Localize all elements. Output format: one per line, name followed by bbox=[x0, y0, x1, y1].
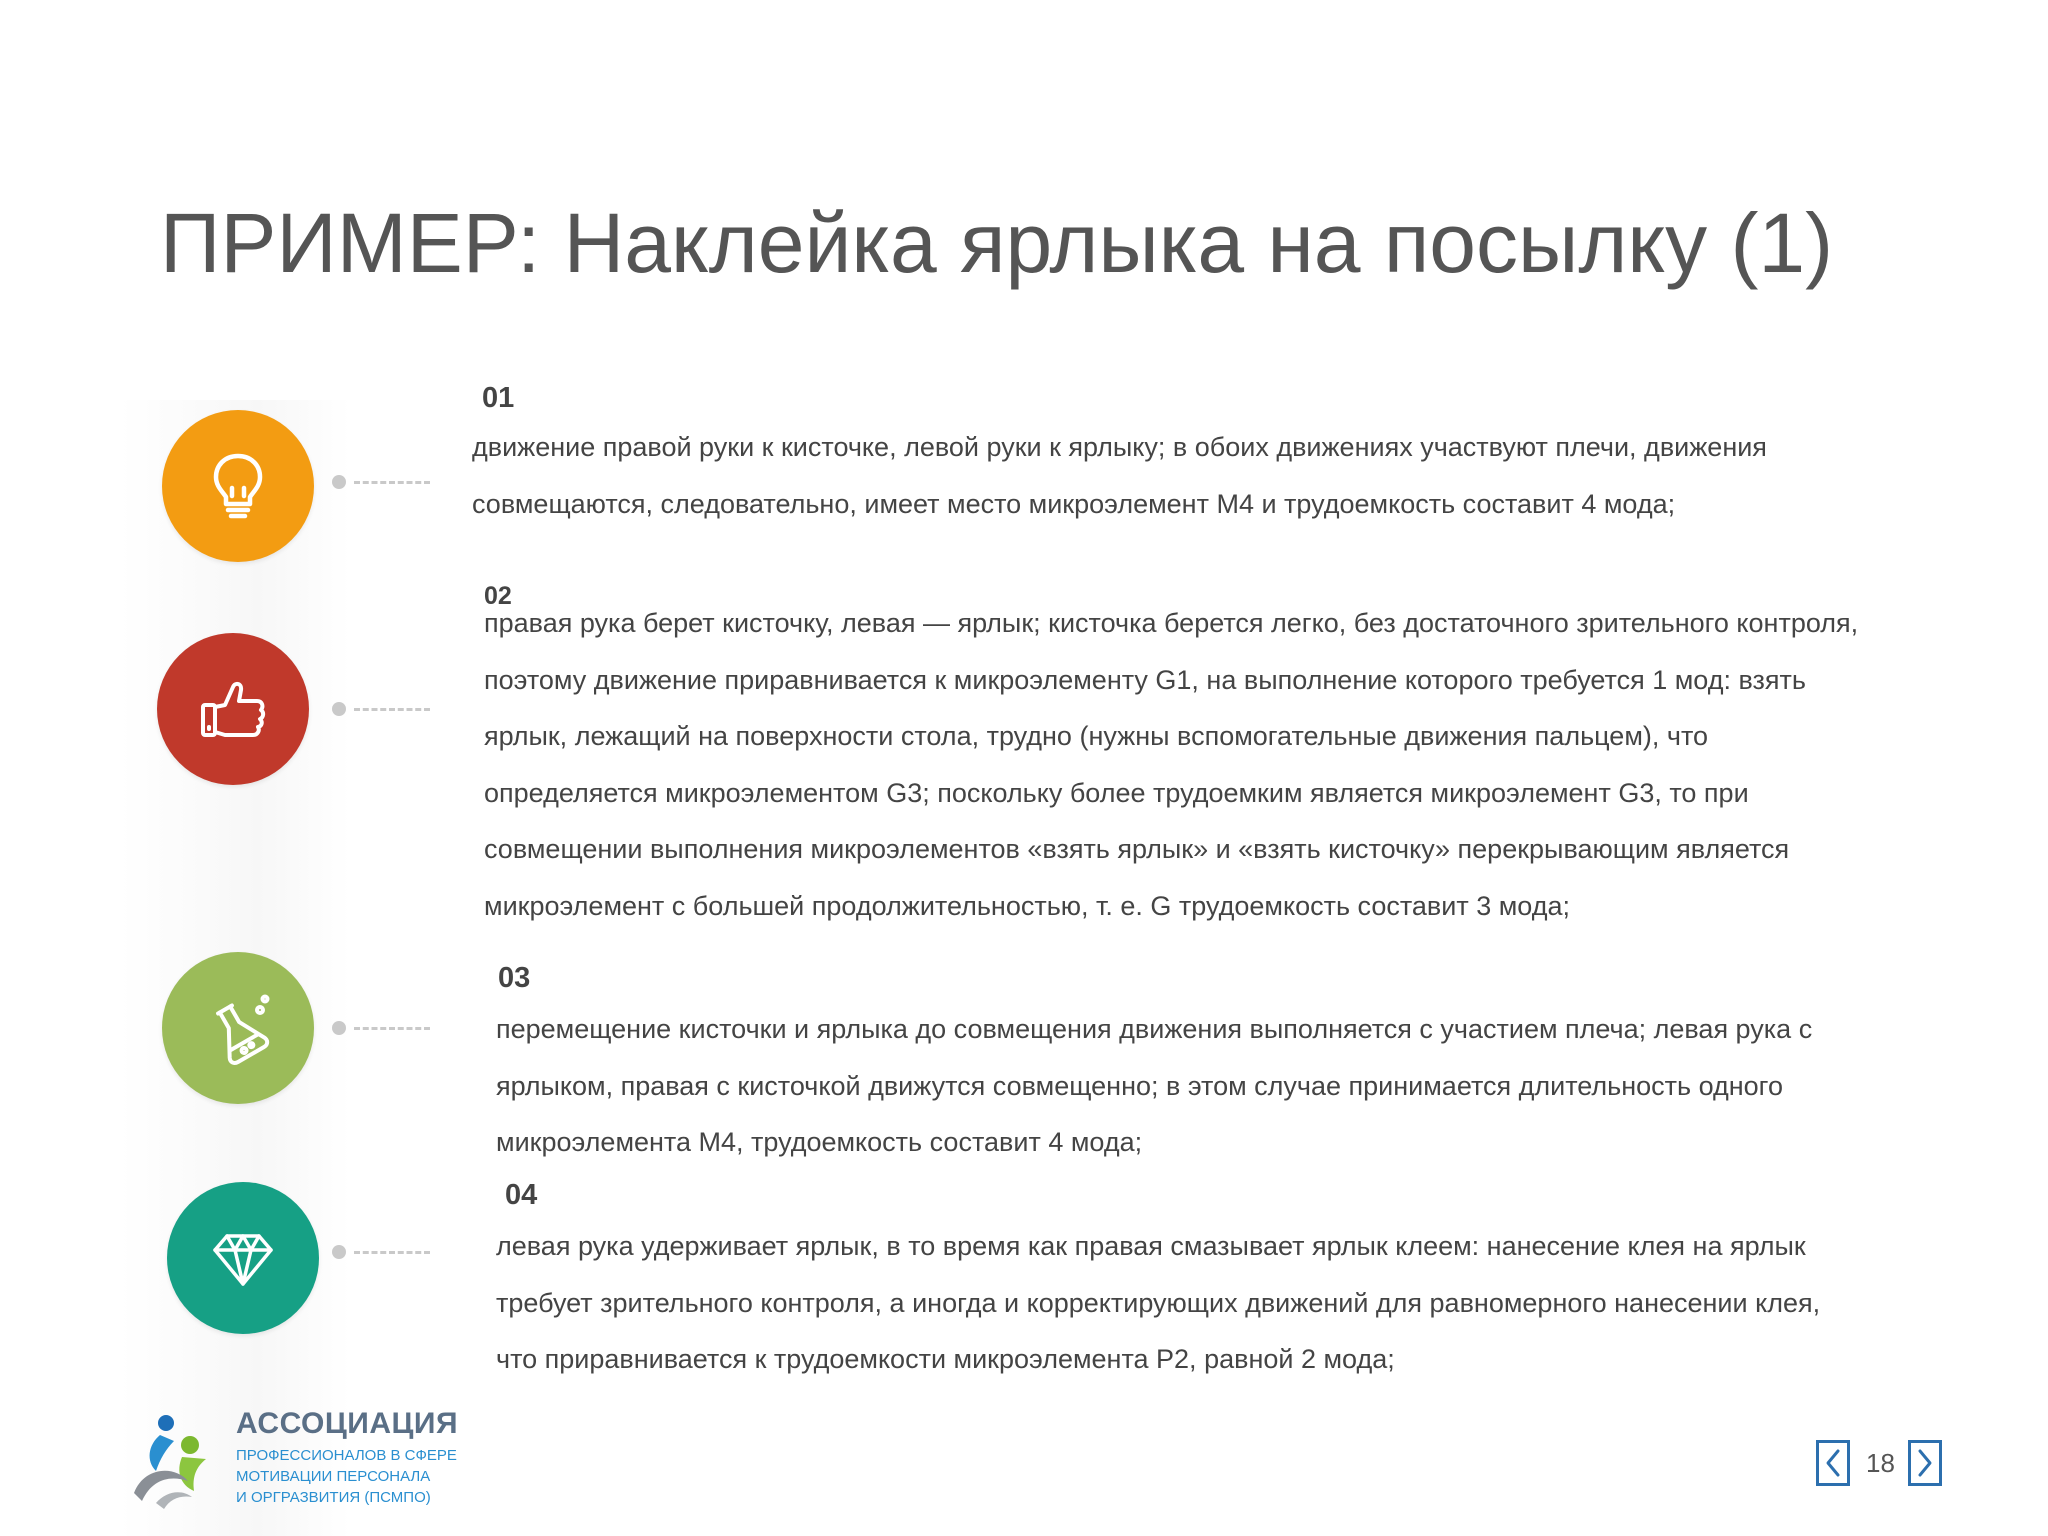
logo-mark-icon bbox=[130, 1405, 240, 1515]
next-page-button[interactable] bbox=[1908, 1440, 1942, 1486]
step-1-line-2: совмещаются, следовательно, имеет место микроэлемент М4 и трудоемкость составит 4 мода; bbox=[472, 488, 1676, 519]
step-2-line-5: совмещении выполнения микроэлементов «взять ярлык» и «взять кисточку» перекрывающим является bbox=[484, 834, 1790, 864]
step-1-text bbox=[472, 419, 1767, 532]
step-1-line-1: движение правой руки к кисточке, левой руки к ярлыку; в обоих движениях участвуют плечи, движения bbox=[472, 432, 1767, 462]
step-3-number: 03 bbox=[498, 962, 531, 994]
step-4-text bbox=[496, 1218, 1820, 1388]
step-4-line-1: левая рука удерживает ярлык, в то время как правая смазывает ярлык клеем: нанесение клея на ярлык bbox=[496, 1231, 1806, 1261]
step-2-line-6: микроэлемент с большей продолжительностью, т. е. G трудоемкость составит 3 мода; bbox=[484, 890, 1570, 921]
prev-page-button[interactable] bbox=[1816, 1440, 1850, 1486]
step-4-line-2: требует зрительного контроля, а иногда и корректирующих движений для равномерного нанесении клея, bbox=[496, 1287, 1821, 1318]
diamond-icon bbox=[203, 1218, 283, 1298]
step-2-line-2: поэтому движение приравнивается к микроэлементу G1, на выполнение которого требуется 1 мод: взять bbox=[484, 664, 1806, 695]
lightbulb-icon bbox=[198, 446, 278, 526]
step-3-circle bbox=[162, 952, 314, 1104]
step-3-line-2: ярлыком, правая с кисточкой движутся совмещенно; в этом случае принимается длительность одного bbox=[496, 1070, 1783, 1101]
association-logo bbox=[130, 1405, 470, 1515]
step-3-line-1: перемещение кисточки и ярлыка до совмещения движения выполняется с участием плеча; левая рука с bbox=[496, 1014, 1813, 1044]
thumbs-up-icon bbox=[193, 669, 273, 749]
page-number: 18 bbox=[1866, 1448, 1895, 1478]
slide-title: ПРИМЕР: Наклейка ярлыка на посылку (1) bbox=[160, 196, 1834, 290]
step-2-line-3: ярлык, лежащий на поверхности стола, трудно (нужны вспомогательные движения пальцем), что bbox=[484, 721, 1709, 751]
step-2-text bbox=[484, 595, 1858, 934]
logo-line-1: ПРОФЕССИОНАЛОВ В СФЕРЕ bbox=[236, 1447, 457, 1464]
flask-icon bbox=[198, 988, 278, 1068]
step-4-circle bbox=[167, 1182, 319, 1334]
step-4-number: 04 bbox=[505, 1179, 538, 1211]
step-3-text bbox=[496, 1001, 1812, 1171]
step-2-circle bbox=[157, 633, 309, 785]
logo-line-2: МОТИВАЦИИ ПЕРСОНАЛА bbox=[236, 1468, 431, 1485]
step-1-connector bbox=[332, 475, 432, 489]
logo-line-3: И ОРГРАЗВИТИЯ (ПСМПО) bbox=[236, 1489, 431, 1506]
step-2-line-4: определяется микроэлементом G3; поскольку более трудоемким является микроэлемент G3, то при bbox=[484, 777, 1749, 808]
step-2-connector bbox=[332, 702, 432, 716]
step-4-line-3: что приравнивается к трудоемкости микроэлемента Р2, равной 2 мода; bbox=[496, 1344, 1395, 1374]
step-2-line-1: правая рука берет кисточку, левая — ярлык; кисточка берется легко, без достаточного зрительного контроля, bbox=[484, 608, 1859, 638]
chevron-left-icon bbox=[1823, 1448, 1843, 1478]
step-2-number: 02 bbox=[484, 582, 512, 610]
step-1-number: 01 bbox=[482, 382, 515, 414]
pager bbox=[1816, 1440, 1946, 1490]
logo-title: АССОЦИАЦИЯ bbox=[236, 1407, 459, 1440]
step-3-line-3: микроэлемента М4, трудоемкость составит 4 мода; bbox=[496, 1127, 1143, 1157]
chevron-right-icon bbox=[1915, 1448, 1935, 1478]
step-3-connector bbox=[332, 1021, 432, 1035]
step-1-circle bbox=[162, 410, 314, 562]
step-4-connector bbox=[332, 1245, 432, 1259]
